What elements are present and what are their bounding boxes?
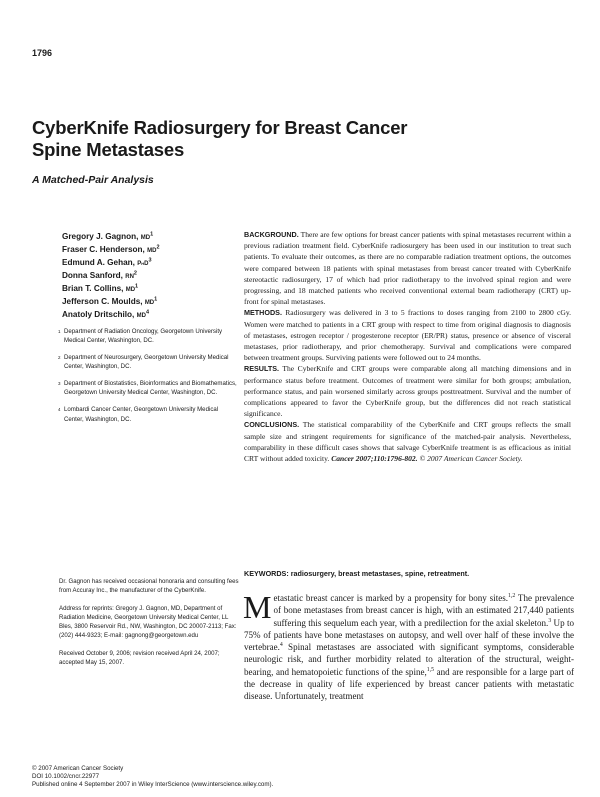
conclusions-label: CONCLUSIONS. <box>244 420 300 430</box>
citation: Cancer 2007;110:1796-802. © 2007 American Cancer Society. <box>331 454 523 464</box>
article-title-line-2: Spine Metastases <box>32 139 185 160</box>
author-list <box>62 231 237 322</box>
keywords-text: radiosurgery, breast metastases, spine, retreatment. <box>290 569 470 578</box>
introduction <box>243 589 575 703</box>
methods-label: METHODS. <box>244 308 282 318</box>
copyright-line: © 2007 American Cancer Society <box>32 765 124 772</box>
article-title-line-1: CyberKnife Radiosurgery for Breast Cancer <box>32 117 408 138</box>
author: Donna Sanford, $RN^2$ <box>62 270 137 280</box>
abstract <box>244 229 571 464</box>
results-label: RESULTS. <box>244 364 280 374</box>
abstract-methods: METHODS. Radiosurgery was delivered in 3 to 5 fractions to doses ranging from 2100 to 2800 cGy. Women were matched to patients in a CRT group with respect to time from original diagnosis to diagnosis of metastases, estrogen receptor / progesterone receptor (ER/PR) status, presence or absence of visceral metastases, prior radiotherapy, and prior chemotherapy. Survival and complications were compared between treatment groups. Surviving patients were followed out to 24 months. <box>244 308 571 363</box>
reprints-address: Address for reprints: Gregory J. Gagnon, MD, Department of Radiation Medicine, Georgetown University Medical Center, LL Bles, 3800 Reservoir Rd., NW, Washington, DC 20007-2113; Fax: (202) 444-9323; E-mail: gagnong@georgetown.edu <box>59 604 237 640</box>
author: Gregory J. Gagnon, $MD^1$ <box>62 231 154 241</box>
background-label: BACKGROUND. <box>244 230 299 239</box>
intro-paragraph: Metastatic breast cancer is marked by a propensity for bony sites.$^{1,2}$ The prevalence of bone metastases from breast cancer is high, with an estimated 217,440 patients suffering this sequelum each year, with a predilection for the axial skeleton.$^3$ Up to 75% of patients have bone metastases on autopsy, and well over half of these involve the vertebrae.$^4$ Spinal metastases are associated with significant symptoms, considerable neurologic risk, and further morbidity related to alteration of the structural, weight-bearing, and hematopoietic functions of the spine,$^{1,5}$ and are responsible for a large part of the decrease in quality of life experienced by breast cancer patients with metastatic disease. Unfortunately, treatment <box>243 589 575 702</box>
doi-line: DOI 10.1002/cncr.22977 <box>32 773 100 780</box>
published-line: Published online 4 September 2007 in Wiley InterScience (www.interscience.wiley.com). <box>32 781 274 788</box>
author: Edmund A. Gehan, PhD$^3$ <box>62 257 152 267</box>
author: Brian T. Collins, $MD^1$ <box>62 283 139 293</box>
affiliation: 3 Department of Biostatistics, Bioinformatics and Biomathematics, Georgetown University Medical Center, Washington, DC. <box>58 380 237 397</box>
affiliations <box>59 327 239 431</box>
abstract-results: RESULTS. The CyberKnife and CRT groups were comparable along all matching dimensions and in performance status before treatment. Outcomes of treatment were similar for both groups; ambulation, performance status, and pain worsened similarly across groups posttreatment. Survival and the number of complications appeared to favor the CyberKnife group, but the differences did not reach statistical significance. <box>244 364 571 419</box>
page-number: 1796 <box>32 48 53 58</box>
author-notes <box>59 577 239 675</box>
drop-cap: M <box>243 589 272 625</box>
page-footer <box>32 765 432 789</box>
author: Fraser C. Henderson, $MD^2$ <box>62 244 160 254</box>
affiliation: 1 Department of Radiation Oncology, Georgetown University Medical Center, Washington, DC. <box>58 328 223 345</box>
affiliation: 2 Department of Neurosurgery, Georgetown University Medical Center, Washington, DC. <box>58 354 229 371</box>
abstract-background: BACKGROUND. There are few options for breast cancer patients with spinal metastases recurrent within a previous radiation treatment field. CyberKnife radiosurgery has been used in our institution to treat such patients. To evaluate their outcomes, as there are no comparable radiation treatment options, the outcomes were compared between 18 patients with spinal metastases from breast cancer treated with CyberKnife stereotactic radiosurgery, 17 of which had prior radiotherapy to the involved spinal region and were progressing, and 18 matched patients who received conventional external beam radiotherapy (CRT) up-front for spinal metastases. <box>244 230 571 307</box>
author: Jefferson C. Moulds, $MD^1$ <box>62 296 158 306</box>
disclosure-note: Dr. Gagnon has received occasional honoraria and consulting fees from Accuray Inc., the manufacturer of the CyberKnife. <box>59 578 239 595</box>
article-subtitle: A Matched-Pair Analysis <box>32 174 154 186</box>
title-block <box>32 117 552 186</box>
author: Anatoly Dritschilo, $MD^4$ <box>62 309 150 319</box>
received-dates: Received October 9, 2006; revision received April 24, 2007; accepted May 15, 2007. <box>59 649 220 667</box>
affiliation: 4 Lombardi Cancer Center, Georgetown University Medical Center, Washington, DC. <box>58 406 219 423</box>
keywords-label: KEYWORDS: <box>244 569 289 578</box>
keywords <box>244 569 574 578</box>
abstract-conclusions: CONCLUSIONS. The statistical comparability of the CyberKnife and CRT groups reflects the small sample size and stringent requirements for significance of the matched-pair analysis. Nevertheless, comparability in these difficult cases shows that salvage CyberKnife treatment is as efficacious as initial CRT without added toxicity. Cancer 2007;110:1796-802. © 2007 American Cancer Society. <box>244 420 571 464</box>
